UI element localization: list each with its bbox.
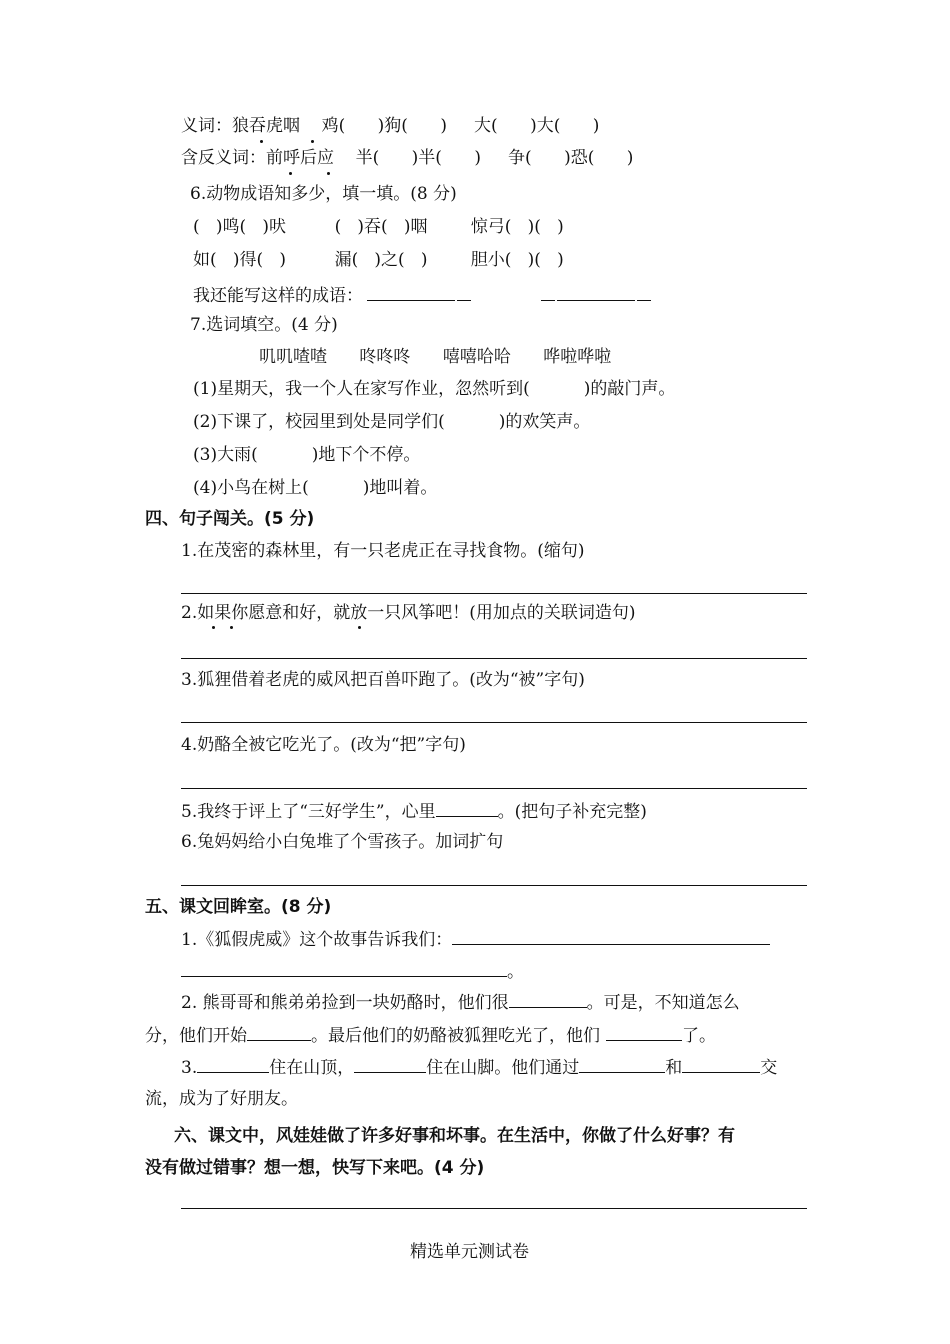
answer-line[interactable] — [181, 722, 807, 723]
answer-blank[interactable] — [509, 989, 587, 1008]
answer-line[interactable] — [181, 593, 807, 594]
emphasis-dot — [230, 626, 233, 629]
answer-blank[interactable] — [247, 1022, 311, 1041]
section-6-line-1: 六、课文中，风娃娃做了许多好事和坏事。在生活中，你做了什么好事？有 — [174, 1126, 735, 1146]
emphasis-dot — [358, 626, 361, 629]
answer-blank[interactable] — [452, 926, 770, 945]
section-4-title: 四、句子闯关。(5 分) — [145, 509, 315, 529]
q6-more-prompt: 我还能写这样的成语： — [193, 282, 651, 308]
q7-word-bank: 叽叽喳喳 咚咚咚 嘻嘻哈哈 哗啦哗啦 — [259, 347, 612, 367]
s5-q2-line1: 2. 熊哥哥和熊弟弟捡到一块奶酪时，他们很 。可是，不知道怎么 — [181, 989, 740, 1015]
answer-blank[interactable] — [457, 282, 471, 301]
q7-title: 7.选词填空。(4 分) — [190, 315, 338, 335]
s5-q1: 1.《狐假虎威》这个故事告诉我们： — [181, 926, 770, 952]
answer-blank[interactable] — [367, 282, 455, 301]
answer-blank[interactable] — [682, 1054, 760, 1073]
s5-q3-line1: 3. 住在山顶， 住在山脚。他们通过 和 交 — [181, 1054, 777, 1080]
q6-row-2: 如( )得( ) 漏( )之( ) 胆小( )( ) — [193, 250, 564, 270]
answer-blank[interactable] — [181, 958, 507, 977]
q6-title: 6.动物成语知多少，填一填。(8 分) — [190, 184, 457, 204]
emphasis-dot — [311, 140, 314, 143]
answer-blank[interactable] — [354, 1054, 426, 1073]
antonym-line: 含反义词：前呼后应 半( )半( ) 争( )恐( ) — [181, 148, 634, 168]
page-footer: 精选单元测试卷 — [410, 1242, 529, 1262]
q7-item-3: (3)大雨( )地下个不停。 — [193, 445, 421, 465]
answer-blank[interactable] — [557, 282, 635, 301]
s4-q6: 6.兔妈妈给小白兔堆了个雪孩子。加词扩句 — [181, 832, 504, 852]
section-6-line-2: 没有做过错事？想一想，快写下来吧。(4 分) — [145, 1158, 485, 1178]
answer-line[interactable] — [181, 658, 807, 659]
answer-line[interactable] — [181, 885, 807, 886]
s5-q1-cont: 。 — [181, 958, 524, 984]
s5-q3-line2: 流，成为了好朋友。 — [145, 1089, 298, 1109]
q7-item-1: (1)星期天，我一个人在家写作业，忽然听到( )的敲门声。 — [193, 379, 676, 399]
s4-q2: 2.如果你愿意和好，就放一只风筝吧！(用加点的关联词造句) — [181, 603, 636, 623]
s4-q1: 1.在茂密的森林里，有一只老虎正在寻找食物。(缩句) — [181, 541, 585, 561]
answer-line[interactable] — [181, 788, 807, 789]
emphasis-dot — [212, 626, 215, 629]
answer-blank[interactable] — [637, 282, 651, 301]
q7-item-2: (2)下课了，校园里到处是同学们( )的欢笑声。 — [193, 412, 591, 432]
synonym-line: 义词：狼吞虎咽 鸡( )狗( ) 大( )大( ) — [181, 116, 600, 136]
answer-blank[interactable] — [606, 1022, 682, 1041]
answer-blank[interactable] — [541, 282, 555, 301]
answer-blank[interactable] — [436, 798, 498, 817]
q7-item-4: (4)小鸟在树上( )地叫着。 — [193, 478, 438, 498]
emphasis-dot — [327, 172, 330, 175]
answer-blank[interactable] — [579, 1054, 665, 1073]
emphasis-dot — [289, 172, 292, 175]
s4-q5: 5.我终于评上了“三好学生”，心里 。(把句子补充完整) — [181, 798, 647, 824]
q6-row-1: ( )鸣( )吠 ( )吞( )咽 惊弓( )( ) — [193, 217, 564, 237]
s4-q4: 4.奶酪全被它吃光了。(改为“把”字句) — [181, 735, 466, 755]
emphasis-dot — [260, 140, 263, 143]
answer-line[interactable] — [181, 1208, 807, 1209]
s4-q3: 3.狐狸借着老虎的威风把百兽吓跑了。(改为“被”字句) — [181, 670, 585, 690]
answer-blank[interactable] — [197, 1054, 269, 1073]
s5-q2-line2: 分，他们开始 。最后他们的奶酪被狐狸吃光了，他们 了。 — [145, 1022, 716, 1048]
section-5-title: 五、课文回眸室。(8 分) — [145, 897, 332, 917]
